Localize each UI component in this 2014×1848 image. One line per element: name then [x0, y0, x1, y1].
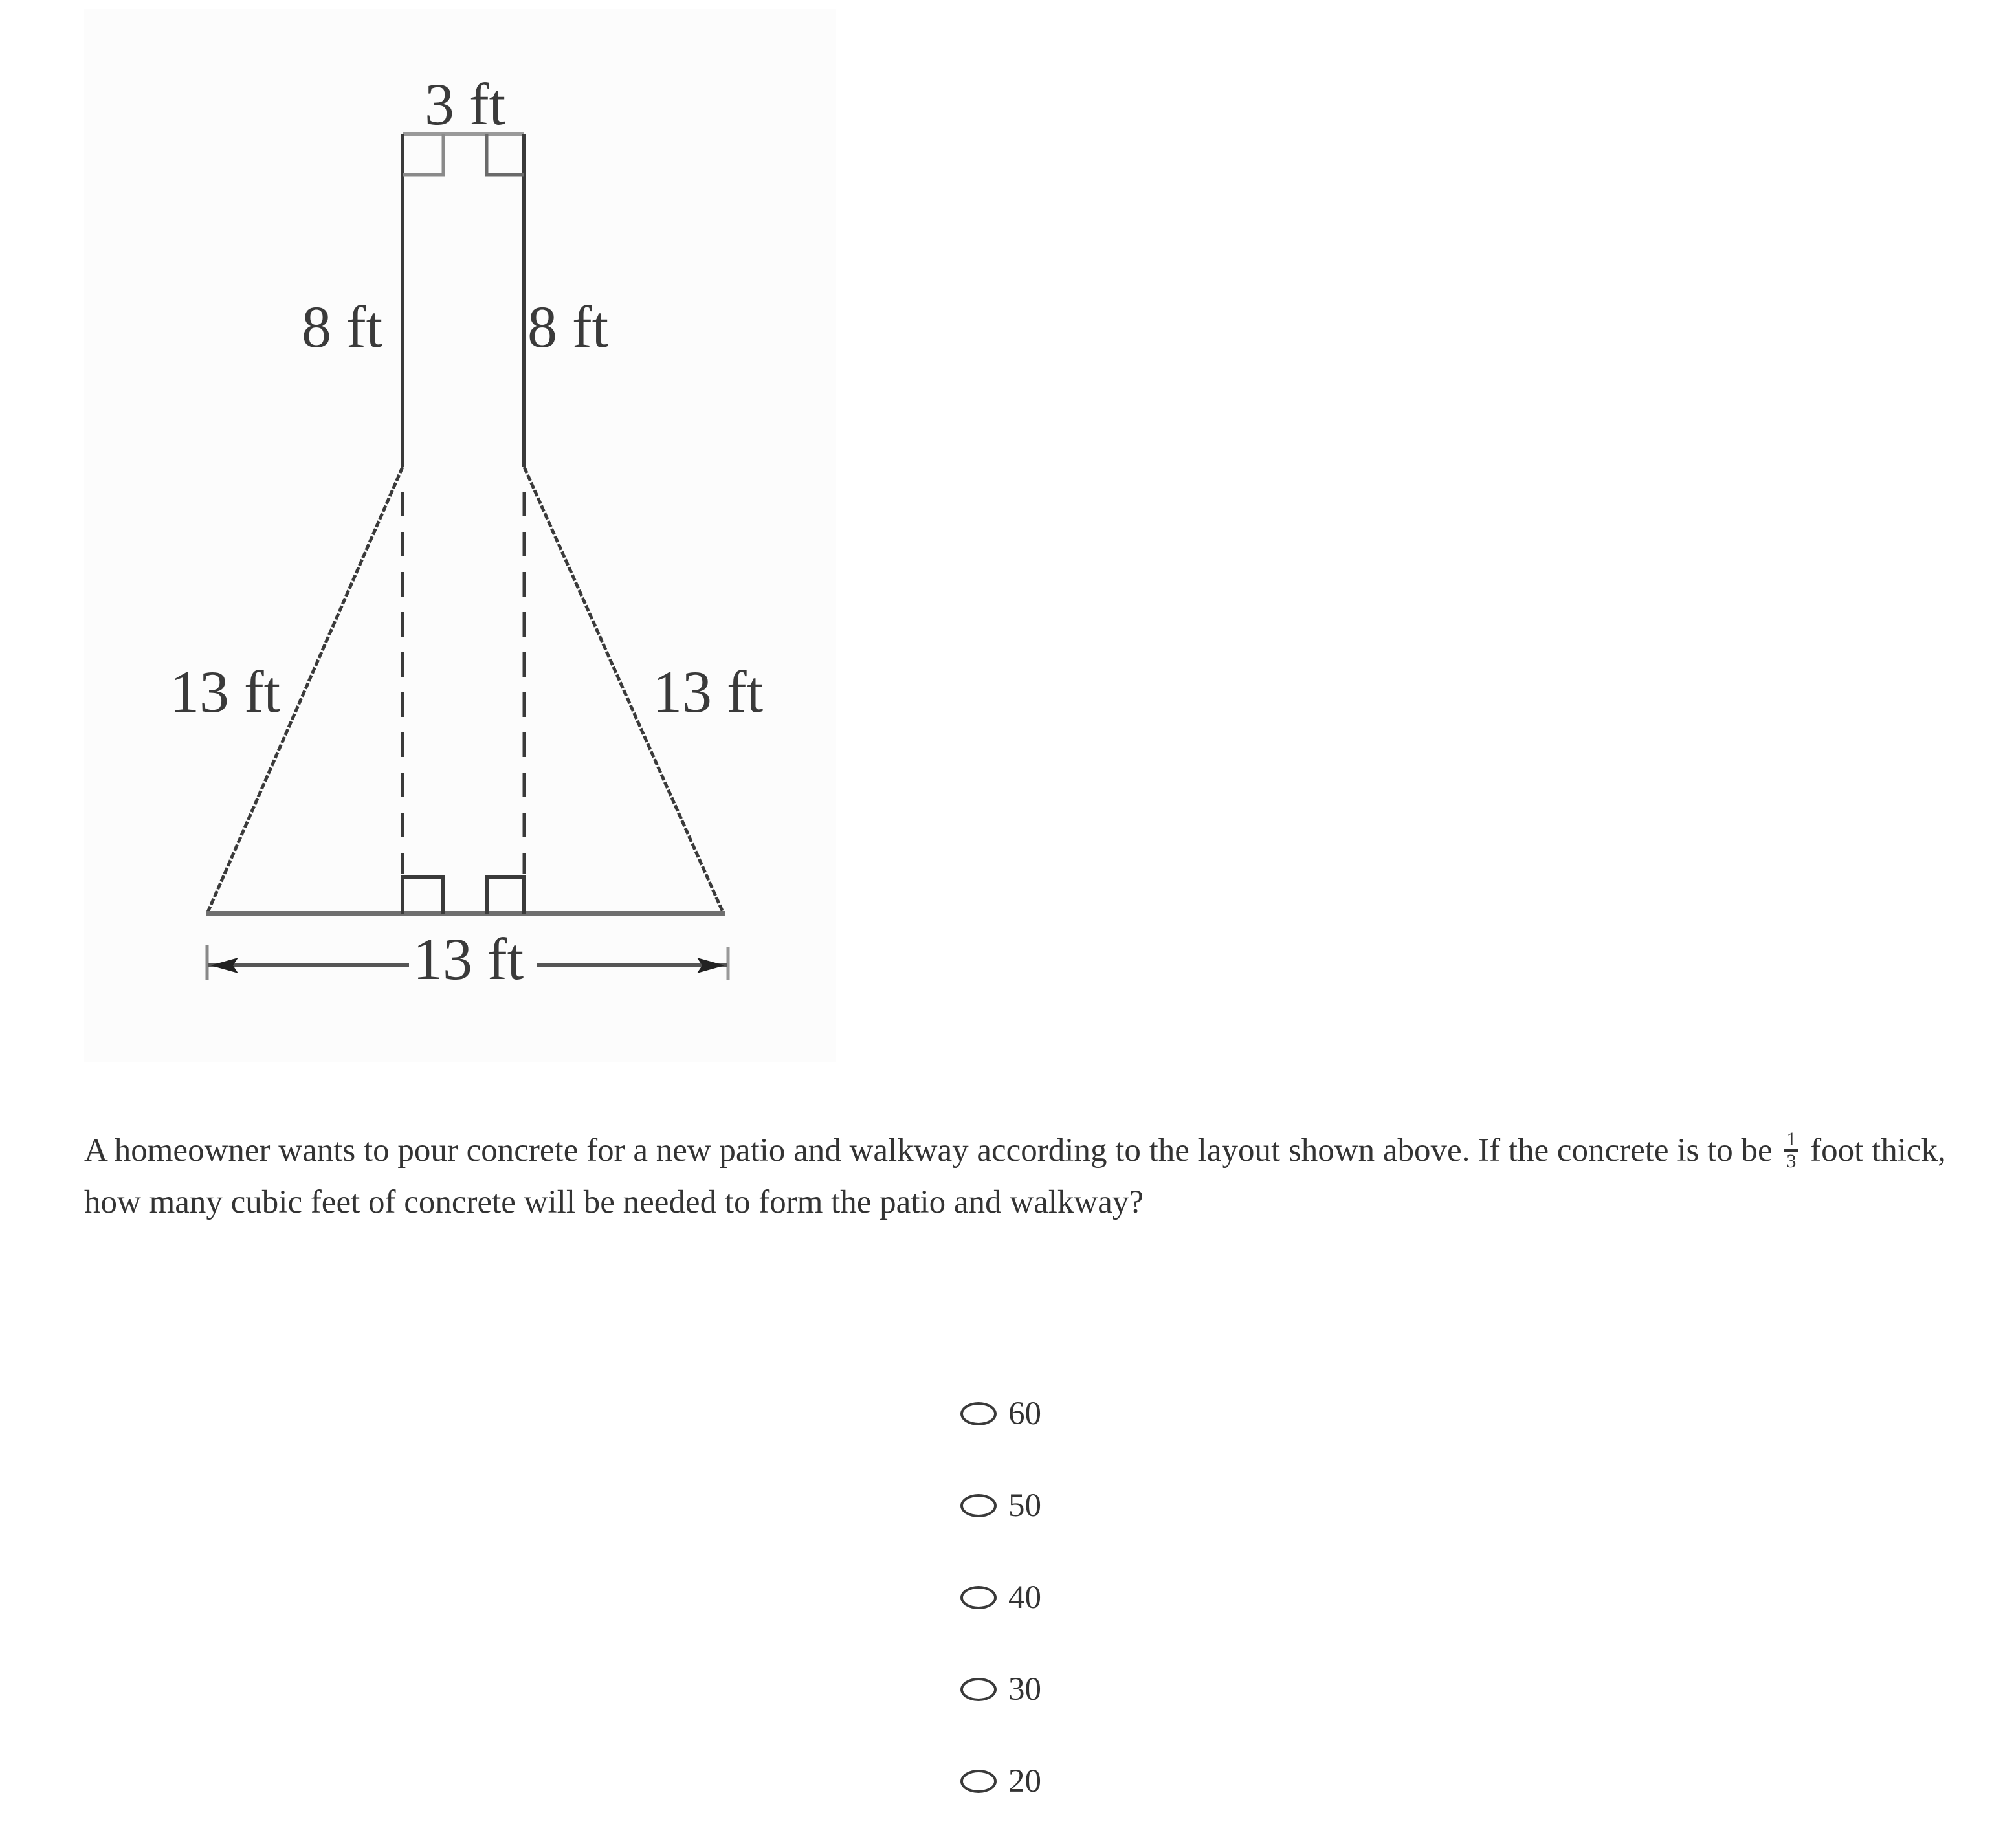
radio-button-icon[interactable] — [960, 1494, 997, 1517]
answer-option-20[interactable] — [960, 1759, 1041, 1804]
answer-option-label: 50 — [1008, 1488, 1041, 1524]
label-base: 13 ft — [413, 926, 524, 992]
radio-button-icon[interactable] — [960, 1586, 997, 1609]
radio-button-icon[interactable] — [960, 1678, 997, 1701]
label-left-walkway: 8 ft — [302, 294, 383, 360]
label-right-walkway: 8 ft — [527, 294, 609, 360]
answer-option-label: 40 — [1008, 1579, 1041, 1616]
right-angle-marker-bottom-left — [403, 877, 443, 914]
fraction-numerator: 1 — [1784, 1130, 1798, 1152]
answer-option-40[interactable] — [960, 1575, 1041, 1620]
answer-option-label: 20 — [1008, 1763, 1041, 1799]
question-text-part-2: foot thick, how many cubic feet of concrete will be needed to form the patio and walkway? — [84, 1132, 1946, 1220]
right-angle-marker-bottom-right — [487, 877, 524, 914]
radio-button-icon[interactable] — [960, 1770, 997, 1793]
answer-option-30[interactable] — [960, 1667, 1041, 1712]
answer-option-label: 30 — [1008, 1671, 1041, 1708]
answer-option-label: 60 — [1008, 1396, 1041, 1432]
patio-walkway-diagram — [84, 9, 836, 1062]
label-right-slant: 13 ft — [652, 659, 764, 725]
right-angle-marker-top-right — [487, 134, 524, 175]
fraction-denominator: 3 — [1786, 1150, 1797, 1172]
label-top-width: 3 ft — [425, 71, 506, 137]
label-left-slant: 13 ft — [170, 659, 281, 725]
question-text-part-1: A homeowner wants to pour concrete for a new patio and walkway according to the layout shown above. If the concrete is to be — [84, 1132, 1781, 1169]
answer-option-60[interactable] — [960, 1391, 1041, 1436]
right-angle-marker-top-left — [403, 134, 443, 175]
radio-button-icon[interactable] — [960, 1402, 997, 1425]
answer-option-50[interactable] — [960, 1483, 1041, 1528]
question-text — [84, 1125, 1961, 1228]
fraction-one-third — [1784, 1130, 1798, 1171]
